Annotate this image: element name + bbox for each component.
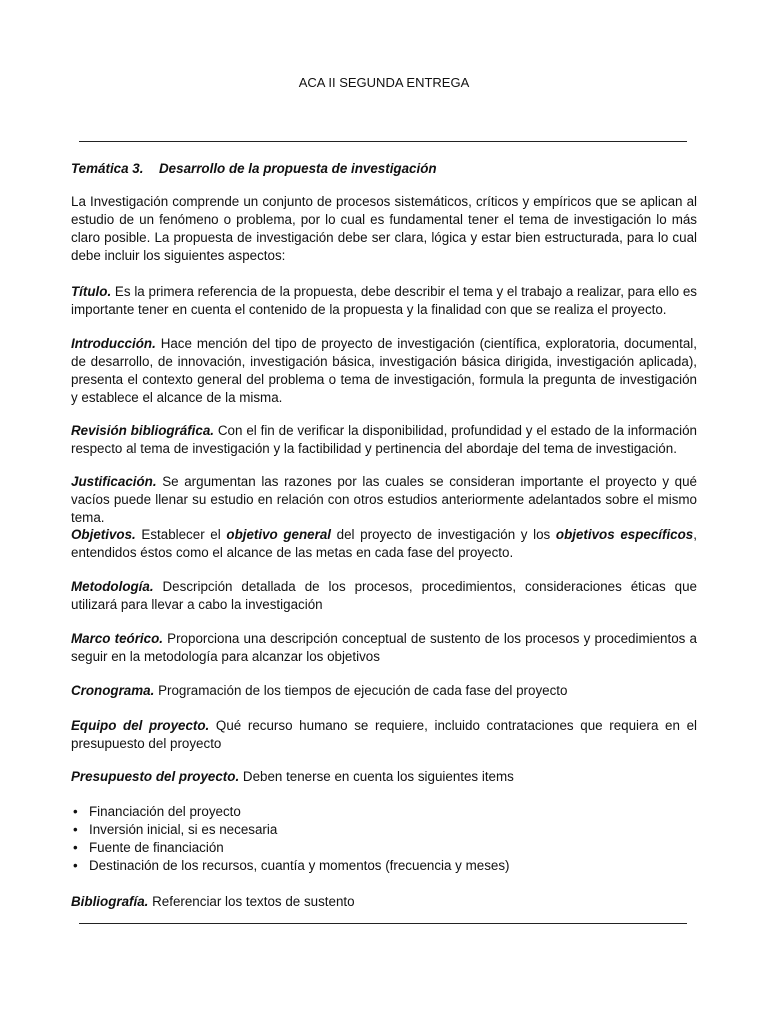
list-item-text: Fuente de financiación — [89, 840, 224, 855]
item-term: Justificación. — [71, 474, 157, 489]
item-equipo — [71, 717, 697, 753]
section-heading — [71, 160, 437, 178]
budget-bullet-list — [71, 803, 510, 875]
item-presupuesto — [71, 768, 697, 786]
bullet-icon: • — [73, 840, 78, 855]
objective-general-term: objetivo general — [226, 527, 332, 542]
list-item — [71, 803, 510, 821]
bullet-icon: • — [73, 804, 78, 819]
item-text: Referenciar los textos de sustento — [148, 894, 355, 909]
item-term: Metodología. — [71, 579, 154, 594]
item-term: Objetivos. — [71, 527, 136, 542]
item-titulo — [71, 283, 697, 319]
item-justificacion — [71, 473, 697, 527]
list-item-text: Inversión inicial, si es necesaria — [89, 822, 278, 837]
item-bibliografia — [71, 893, 697, 911]
item-revision — [71, 422, 697, 458]
list-item — [71, 839, 510, 857]
document-title: ACA II SEGUNDA ENTREGA — [298, 75, 470, 90]
objectives-text-mid: del proyecto de investigación y los — [331, 527, 556, 542]
section-number: Temática 3. — [71, 161, 144, 176]
list-item-text: Destinación de los recursos, cuantía y momentos (frecuencia y meses) — [89, 858, 510, 873]
objective-specific-term: objetivos específicos — [555, 527, 694, 542]
list-item-text: Financiación del proyecto — [89, 804, 241, 819]
bullet-icon: • — [73, 822, 78, 837]
objectives-text-pre: Establecer el — [135, 527, 227, 542]
item-metodologia — [71, 578, 697, 614]
item-text: Se argumentan las razones por las cuales se consideran importante el proyecto y qué vacíos puede llenar su estudio en relación con otros estudios anteriormente adelantados sobre el mismo tema. — [71, 474, 697, 525]
top-divider — [79, 141, 687, 142]
item-text: Programación de los tiempos de ejecución de cada fase del proyecto — [154, 683, 568, 698]
intro-paragraph: La Investigación comprende un conjunto de procesos sistemáticos, críticos y empíricos que se aplican al estudio de un fenómeno o problema, por lo cual es fundamental tener el tema de investigación lo más claro posible. La propuesta de investigación debe ser clara, lógica y estar bien estructurada, para lo cual debe incluir los siguientes aspectos: — [71, 194, 697, 263]
item-text: Qué recurso humano se requiere, incluido contrataciones que requiera en el presupuesto del proyecto — [71, 718, 697, 751]
item-term: Marco teórico. — [71, 631, 163, 646]
item-term: Equipo del proyecto. — [71, 718, 210, 733]
item-objetivos — [71, 526, 697, 562]
item-text: Hace mención del tipo de proyecto de investigación (científica, exploratoria, documental, de desarrollo, de innovación, investigación básica, investigación básica dirigida, investigación aplicada), presenta el contexto general del problema o tema de investigación, formula la pregunta de investigación y establece el alcance de la misma. — [71, 336, 697, 405]
item-term: Bibliografía. — [71, 894, 149, 909]
item-marco-teorico — [71, 630, 697, 666]
item-text: Deben tenerse en cuenta los siguientes items — [239, 769, 514, 784]
item-cronograma — [71, 682, 697, 700]
item-text: Proporciona una descripción conceptual de sustento de los procesos y procedimientos a seguir en la metodología para alcanzar los objetivos — [71, 631, 697, 664]
item-text: Con el fin de verificar la disponibilidad, profundidad y el estado de la información respecto al tema de investigación y la factibilidad y pertinencia del abordaje del tema de investigación. — [71, 423, 697, 456]
item-term: Cronograma. — [71, 683, 155, 698]
item-term: Presupuesto del proyecto. — [71, 769, 240, 784]
objectives-text-post: , entendidos éstos como el alcance de las metas en cada fase del proyecto. — [71, 527, 697, 560]
bullet-icon: • — [73, 858, 78, 873]
item-term: Revisión bibliográfica. — [71, 423, 215, 438]
section-title: Desarrollo de la propuesta de investigación — [159, 161, 437, 176]
item-introduccion — [71, 335, 697, 407]
list-item — [71, 857, 510, 875]
bottom-divider — [79, 923, 687, 924]
item-text: Es la primera referencia de la propuesta, debe describir el tema y el trabajo a realizar, para ello es importante tener en cuenta el contenido de la propuesta y la finalidad con que se realiza el proyecto. — [71, 284, 697, 317]
item-term: Título. — [71, 284, 112, 299]
item-term: Introducción. — [71, 336, 156, 351]
item-text: Descripción detallada de los procesos, procedimientos, consideraciones éticas que utilizará para llevar a cabo la investigación — [71, 579, 697, 612]
list-item — [71, 821, 510, 839]
